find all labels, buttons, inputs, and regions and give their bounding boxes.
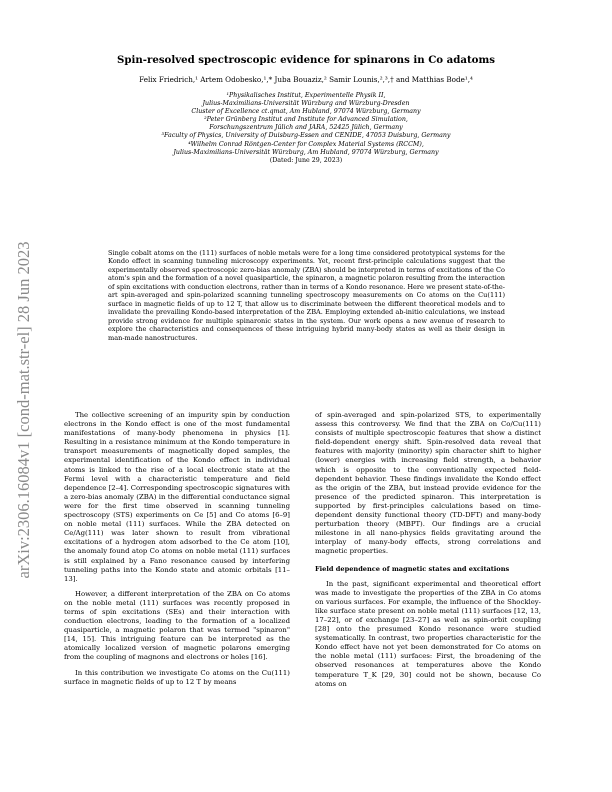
affiliation-line: Cluster of Excellence ct.qmat, Am Hubland, 97074 Würzburg, Germany	[191, 108, 421, 116]
author-list: Felix Friedrich,¹ Artem Odobesko,¹,* Juba Bouaziz,² Samir Lounis,²,³,† and Matthias Bode¹,⁴	[139, 75, 473, 84]
abstract: Single cobalt atoms on the (111) surfaces of noble metals were for a long time considered prototypical systems for the Kondo effect in scanning tunneling microscopy experiments. Yet, recent first-principle calculations suggest that the experimentally observed spectroscopic zero-bias anomaly (ZBA) should be interpreted in terms of excitations of the Co atom's spin and the formation of a novel quasiparticle, the spinaron, a magnetic polaron resulting from the interaction of spin excitations with conduction electrons, rather than in terms of a Kondo resonance. Here we present state-of-the-art spin-averaged and spin-polarized scanning tunneling spectroscopy measurements on Co atoms on the Cu(111) surface in magnetic fields of up to 12 T, that allow us to discriminate between the different theoretical models and to invalidate the prevailing Kondo-based interpretation of the ZBA. Employing extended ab-initio calculations, we instead provide strong evidence for multiple spinaronic states in the system. Our work opens a new avenue of research to explore the characteristics and consequences of these intriguing hybrid many-body states as well as their design in man-made nanostructures.	[108, 249, 505, 342]
affiliation-line: ²Peter Grünberg Institut and Institute for Advanced Simulation,	[204, 116, 408, 124]
date-line: (Dated: June 29, 2023)	[269, 156, 343, 164]
affiliation-line: Forschungszentrum Jülich and JARA, 52425 Jülich, Germany	[209, 124, 403, 132]
paper-title: Spin-resolved spectroscopic evidence for spinarons in Co adatoms	[116, 54, 495, 66]
right-column	[315, 411, 541, 695]
affiliations	[80, 92, 532, 165]
affiliation-line: ¹Physikalisches Institut, Experimentelle Physik II,	[226, 92, 386, 99]
body-paragraph: However, a different interpretation of the ZBA on Co atoms on the noble metal (111) surfaces was recently proposed in terms of spin excitations (SEs) and their interaction with conduction electrons, leading to the formation of a localized quasiparticle, a magnetic polaron that was termed "spinaron" [14, 15]. This intriguing feature can be interpreted as the atomically localized version of magnetic polarons emerging from the coupling of magnons and electrons or holes [16].	[64, 589, 290, 662]
body-paragraph: In the past, significant experimental and theoretical effort was made to investigate the properties of the ZBA in Co atoms on various surfaces. For example, the influence of the Shockley-like surface state present on noble metal (111) surfaces [12, 13, 17–22], or of exchange [23–27] as well as spin-orbit coupling [28] onto the presumed Kondo resonance were studied systematically. In contrast, two properties characteristic for the Kondo effect have not yet been demonstrated for Co atoms on the noble metal (111) surfaces: First, the broadening of the observed resonances at temperatures above the Kondo temperature T_K [29, 30] could not be shown, because Co atoms on	[315, 579, 541, 688]
arxiv-identifier-sidebar	[4, 230, 44, 590]
body-paragraph: of spin-averaged and spin-polarized STS, to experimentally assess this controversy. We find that the ZBA on Co/Cu(111) consists of multiple spectroscopic features that show a distinct field-dependent energy shift. Spin-resolved data reveal that features with majority (minority) spin character shift to higher (lower) energies with increasing field strength, a behavior which is opposite to the conventionally expected field-dependent behavior. These findings invalidate the Kondo effect as the origin of the ZBA, but instead provide evidence for the presence of the predicted spinaron. This interpretation is supported by first-principles calculations based on time-dependent density functional theory (TD-DFT) and many-body perturbation theory (MBPT). Our findings are a crucial milestone in all nano-physics fields gravitating around the interplay of many-body effects, strong correlations and magnetic properties.	[315, 411, 541, 556]
section-heading: Field dependence of magnetic states and excitations	[315, 564, 510, 573]
left-column	[64, 411, 290, 693]
affiliation-line: ⁴Wilhelm Conrad Röntgen-Center for Complex Material Systems (RCCM),	[188, 140, 424, 148]
affiliation-line: ³Faculty of Physics, University of Duisburg-Essen and CENIDE, 47053 Duisburg, Germany	[161, 132, 451, 140]
affiliation-line: Julius-Maximilians-Universität Würzburg and Würzburg-Dresden	[202, 100, 410, 108]
body-paragraph: In this contribution we investigate Co atoms on the Cu(111) surface in magnetic fields of up to 12 T by means	[64, 668, 290, 686]
arxiv-identifier: arXiv:2306.16084v1 [cond-mat.str-el] 28 Jun 2023	[14, 241, 33, 579]
affiliation-line: Julius-Maximilians-Universität Würzburg, Am Hubland, 97074 Würzburg, Germany	[173, 148, 439, 156]
body-paragraph: The collective screening of an impurity spin by conduction electrons in the Kondo effect is one of the most fundamental manifestations of many-body phenomena in physics [1]. Resulting in a resistance minimum at the Kondo temperature in transport measurements of magnetically doped samples, the experimental identification of the Kondo effect in individual atoms is linked to the rise of a local electronic state at the Fermi level with a characteristic temperature and field dependence [2–4]. Corresponding spectroscopic signatures with a zero-bias anomaly (ZBA) in the differential conductance signal were for the first time observed in scanning tunneling spectroscopy (STS) experiments on Ce [5] and Co atoms [6–9] on noble metal (111) surfaces. While the ZBA detected on Ce/Ag(111) was later shown to result from vibrational excitations of a hydrogen atom adsorbed to the Ce atom [10], the anomaly found atop Co atoms on noble metal (111) surfaces is still explained by a Fano resonance caused by interfering tunneling paths into the Kondo state and atomic orbitals [11–13].	[64, 411, 290, 583]
